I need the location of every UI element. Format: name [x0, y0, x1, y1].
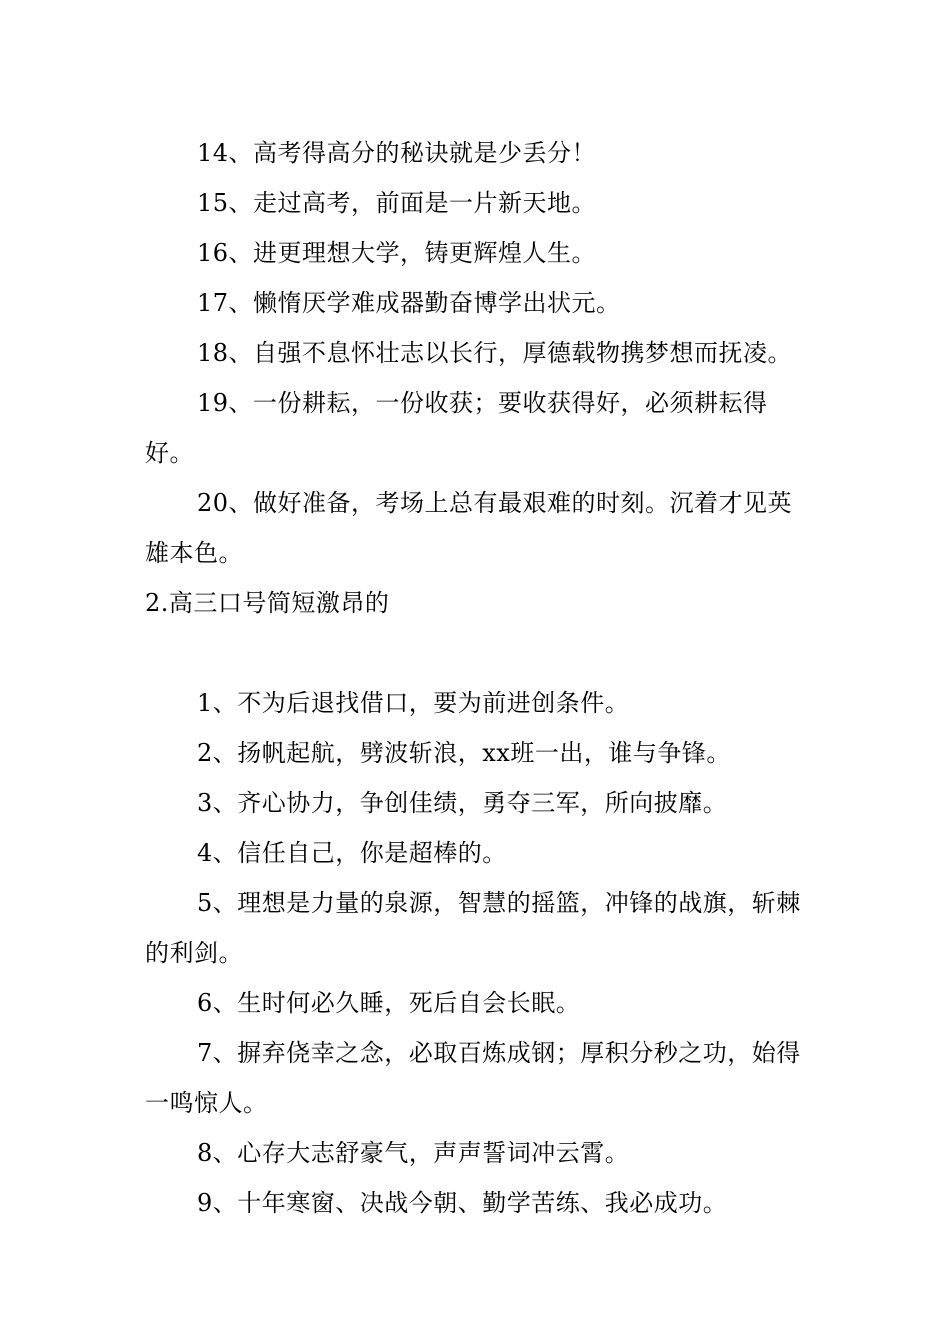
document-body: [145, 128, 807, 1228]
slogan-item-1: 1、不为后退找借口，要为前进创条件。: [197, 689, 630, 717]
slogan-item-14: 14、高考得高分的秘诀就是少丢分！: [197, 139, 597, 167]
slogan-item-5: 5、理想是力量的泉源，智慧的摇篮，冲锋的战旗，斩棘的利剑。: [145, 889, 801, 967]
slogan-item-7: 7、摒弃侥幸之念，必取百炼成钢；厚积分秒之功，始得一鸣惊人。: [145, 1039, 801, 1117]
slogan-item-18: 18、自强不息怀壮志以长行，厚德载物携梦想而抚凌。: [197, 339, 793, 367]
section-heading: 2.高三口号简短激昂的: [145, 589, 390, 617]
slogan-item-19: 19、一份耕耘，一份收获；要收获得好，必须耕耘得好。: [145, 389, 768, 467]
section-spacer: [145, 628, 807, 678]
slogan-item-15: 15、走过高考，前面是一片新天地。: [197, 189, 597, 217]
slogan-item-4: 4、信任自己，你是超棒的。: [197, 839, 507, 867]
slogan-item-8: 8、心存大志舒豪气，声声誓词冲云霄。: [197, 1139, 630, 1167]
slogan-item-9: 9、十年寒窗、决战今朝、勤学苦练、我必成功。: [197, 1189, 728, 1217]
slogan-item-16: 16、进更理想大学，铸更辉煌人生。: [197, 239, 597, 267]
slogan-item-20: 20、做好准备，考场上总有最艰难的时刻。沉着才见英雄本色。: [145, 489, 793, 567]
slogan-item-3: 3、齐心协力，争创佳绩，勇夺三军，所向披靡。: [197, 789, 728, 817]
slogan-item-6: 6、生时何必久睡，死后自会长眠。: [197, 989, 581, 1017]
slogan-item-2: 2、扬帆起航，劈波斩浪，xx班一出，谁与争锋。: [197, 739, 731, 767]
slogan-item-17: 17、懒惰厌学难成器勤奋博学出状元。: [197, 289, 621, 317]
